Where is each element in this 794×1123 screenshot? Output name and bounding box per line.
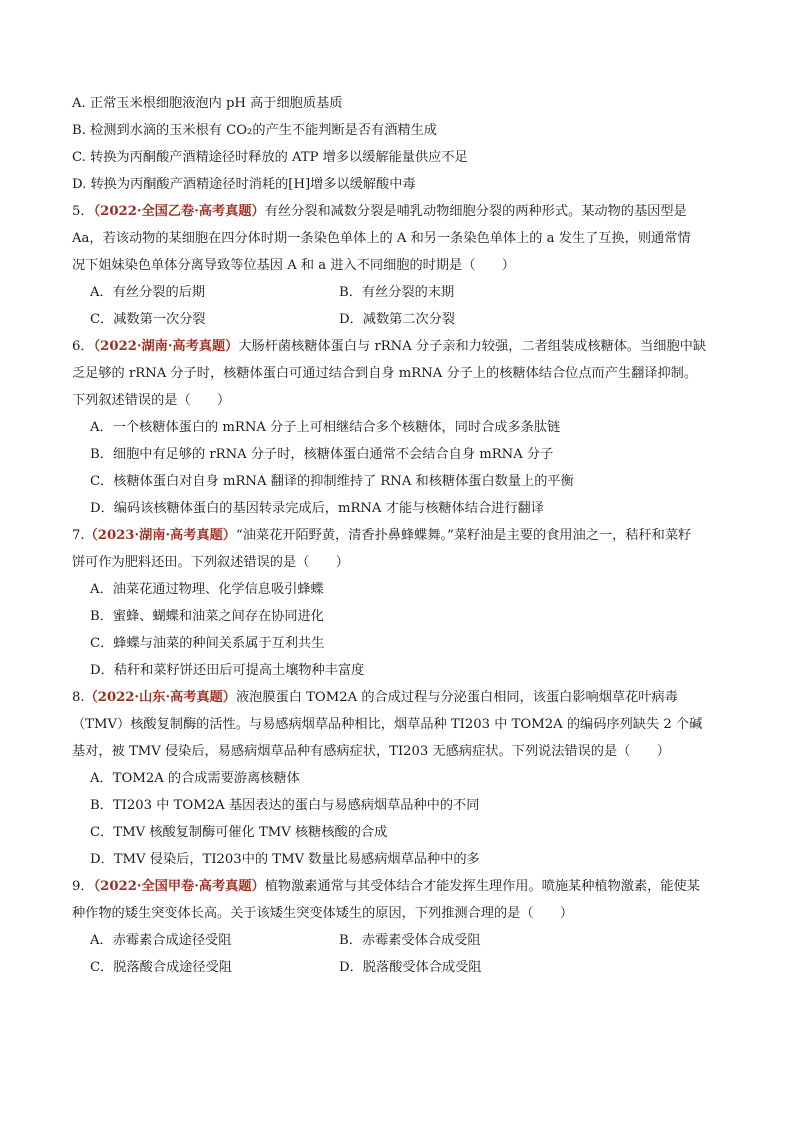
q5-text-1: 有丝分裂和减数分裂是哺乳动物细胞分裂的两种形式。某动物的基因型是 [264, 204, 687, 219]
prev-option-a: A. 正常玉米根细胞液泡内 pH 高于细胞质基质 [72, 96, 343, 111]
prev-option-d: D. 转换为丙酮酸产酒精途径时消耗的[H]增多以缓解酸中毒 [72, 177, 416, 192]
q7-option-c: C．蜂蝶与油菜的种间关系属于互利共生 [90, 636, 325, 651]
q9-option-b: B．赤霉素受体合成受阻 [339, 933, 481, 948]
q7-option-a: A．油菜花通过物理、化学信息吸引蜂蝶 [90, 582, 324, 597]
q9-text-1: 植物激素通常与其受体结合才能发挥生理作用。喷施某种植物激素，能使某 [264, 879, 700, 894]
q5-line-2: Aa，若该动物的某细胞在四分体时期一条染色单体上的 A 和另一条染色单体上的 a 发生了互换，则通常情 [72, 231, 691, 246]
q7-source: （2023·湖南·高考真题） [84, 528, 236, 543]
q8-option-c: C．TMV 核酸复制酶可催化 TMV 核糖核酸的合成 [90, 825, 388, 840]
question-content [72, 90, 724, 981]
q8-line-1 [72, 684, 724, 711]
q9-line-2: 种作物的矮生突变体长高。关于该矮生突变体矮生的原因，下列推测合理的是（ ） [72, 906, 574, 921]
q7-line-1 [72, 522, 724, 549]
q9-option-d: D．脱落酸受体合成受阻 [339, 960, 482, 975]
q7-option-d: D．秸秆和菜籽饼还田后可提高土壤物种丰富度 [90, 663, 365, 678]
q5-options-row-1 [72, 279, 724, 306]
q6-option-d: D．编码该核糖体蛋白的基因转录完成后，mRNA 才能与核糖体结合进行翻译 [90, 501, 544, 516]
q6-option-b: B．细胞中有足够的 rRNA 分子时，核糖体蛋白通常不会结合自身 mRNA 分子 [90, 447, 554, 462]
q5-option-b: B．有丝分裂的末期 [339, 285, 455, 300]
q7-option-b: B．蜜蜂、蝴蝶和油菜之间存在协同进化 [90, 609, 324, 624]
q5-source: （2022·全国乙卷·高考真题） [93, 204, 265, 219]
q9-line-1 [72, 873, 724, 900]
q5-option-d: D．减数第二次分裂 [339, 312, 456, 327]
q7-text-1: “油菜花开陌野黄，清香扑鼻蜂蝶舞。”菜籽油是主要的食用油之一，秸秆和菜籽 [235, 528, 692, 543]
q9-option-c: C．脱落酸合成途径受阻 [90, 960, 232, 975]
q5-options-row-2 [72, 306, 724, 333]
q8-option-a: A．TOM2A 的合成需要游离核糖体 [90, 771, 300, 786]
q5-option-a: A．有丝分裂的后期 [90, 285, 206, 300]
q7-number: 7. [72, 528, 85, 543]
q5-option-c: C．减数第一次分裂 [90, 312, 206, 327]
q8-source: （2022·山东·高考真题） [84, 690, 236, 705]
q5-line-3: 况下姐妹染色单体分离导致等位基因 A 和 a 进入不同细胞的时期是（ ） [72, 258, 515, 273]
q9-options-row-1 [72, 927, 724, 954]
q9-option-a: A．赤霉素合成途径受阻 [90, 933, 232, 948]
q7-line-2: 饼可作为肥料还田。下列叙述错误的是（ ） [72, 555, 349, 570]
q6-option-a: A．一个核糖体蛋白的 mRNA 分子上可相继结合多个核糖体，同时合成多条肽链 [90, 420, 561, 435]
q8-option-d: D．TMV 侵染后，TI203中的 TMV 数量比易感病烟草品种中的多 [90, 852, 480, 867]
q8-option-b: B．TI203 中 TOM2A 基因表达的蛋白与易感病烟草品种中的不同 [90, 798, 480, 813]
prev-option-b: B. 检测到水滴的玉米根有 CO₂的产生不能判断是否有酒精生成 [72, 123, 437, 138]
q8-line-2: （TMV）核酸复制酶的活性。与易感病烟草品种相比，烟草品种 TI203 中 TOM2A 的编码序列缺失 2 个碱 [72, 717, 703, 732]
q6-source: （2022·湖南·高考真题） [93, 339, 239, 354]
q8-text-1: 液泡膜蛋白 TOM2A 的合成过程与分泌蛋白相同，该蛋白影响烟草花叶病毒 [235, 690, 678, 705]
q6-text-1: 大肠杆菌核糖体蛋白与 rRNA 分子亲和力较强，二者组装成核糖体。当细胞中缺 [238, 339, 707, 354]
q8-number: 8. [72, 690, 85, 705]
q6-line-1 [72, 333, 724, 360]
q6-line-3: 下列叙述错误的是（ ） [72, 393, 231, 408]
q8-line-3: 基对，被 TMV 侵染后，易感病烟草品种有感病症状，TI203 无感病症状。下列说法错误的是（ ） [72, 744, 670, 759]
q9-options-row-2 [72, 954, 724, 981]
q5-number: 5． [72, 204, 94, 219]
q6-number: 6． [72, 339, 94, 354]
q9-number: 9． [72, 879, 94, 894]
prev-option-c: C. 转换为丙酮酸产酒精途径时释放的 ATP 增多以缓解能量供应不足 [72, 150, 468, 165]
q9-source: （2022·全国甲卷·高考真题） [93, 879, 265, 894]
q6-line-2: 乏足够的 rRNA 分子时，核糖体蛋白可通过结合到自身 mRNA 分子上的核糖体结合位点而产生翻译抑制。 [72, 366, 698, 381]
q6-option-c: C．核糖体蛋白对自身 mRNA 翻译的抑制维持了 RNA 和核糖体蛋白数量上的平衡 [90, 474, 574, 489]
q5-line-1 [72, 198, 724, 225]
